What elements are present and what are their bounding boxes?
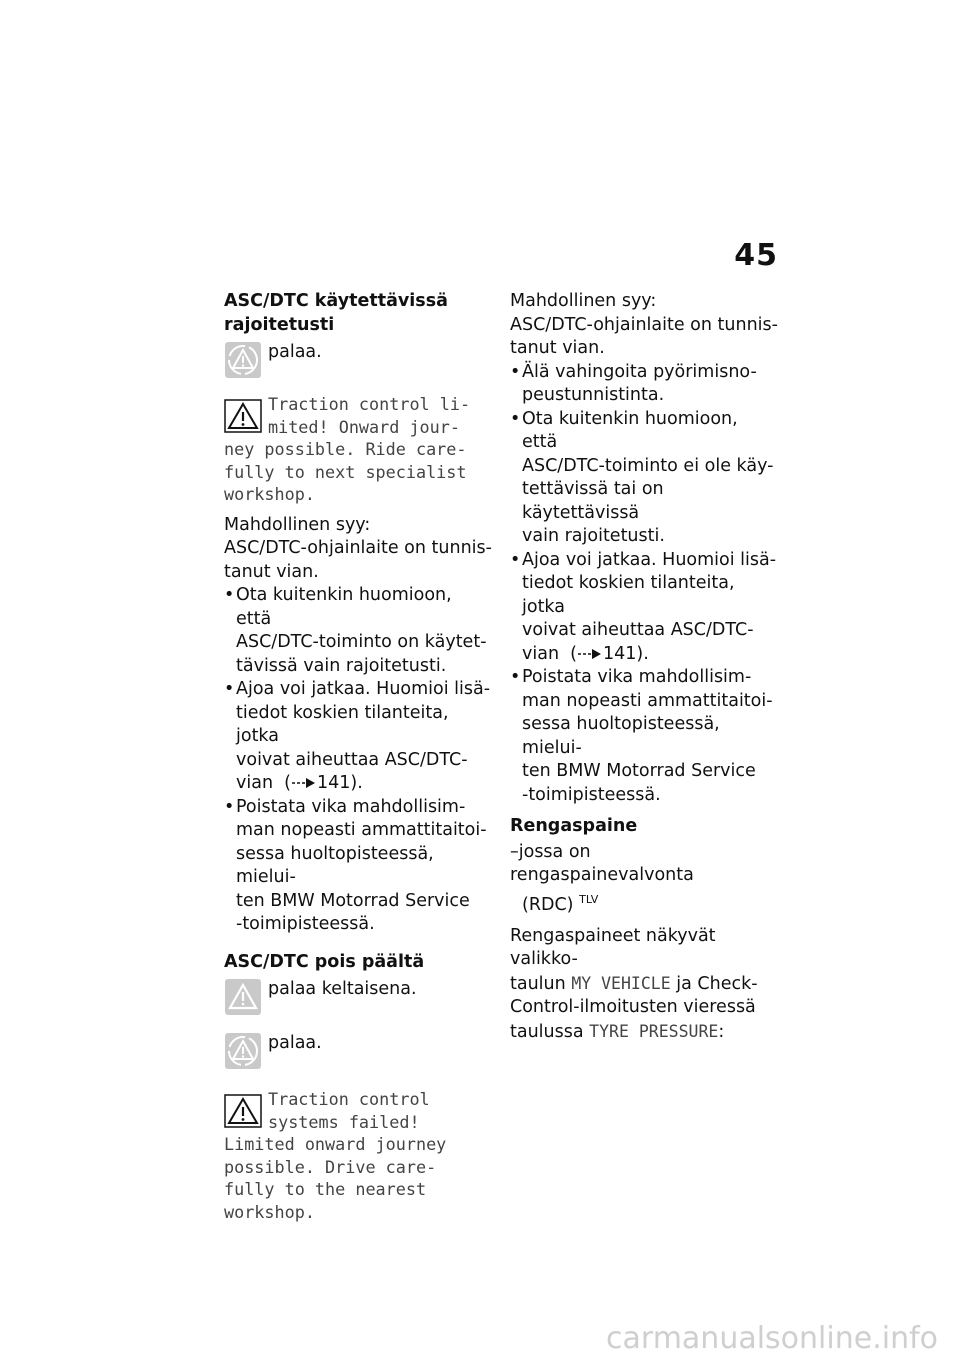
display-message: Traction control li- mited! Onward jour- ney possible. Ride care- fully to next specialist workshop.	[224, 394, 471, 504]
icon-description: palaa keltaisena.	[268, 979, 417, 999]
warning-triangle-icon	[224, 399, 262, 433]
section-heading-asc-off: ASC/DTC pois päältä	[224, 951, 425, 972]
page-reference-arrow-icon	[577, 648, 603, 660]
list-item: • Poistata vika mahdollisim- man nopeasti ammattitaitoi- sessa huoltopisteessä, mielui- ten BMW Motorrad Service -toimipisteessä.	[510, 666, 778, 807]
cause-text: Mahdollinen syy: ASC/DTC-ohjainlaite on tunnis- tanut vian.	[510, 291, 778, 358]
status-icon-row	[224, 1032, 492, 1082]
status-icon-row	[224, 341, 492, 387]
icon-description: palaa.	[268, 342, 322, 362]
section-heading-tyre-pressure: Rengaspaine	[510, 816, 638, 836]
watermark: carmanualsonline.info	[606, 1321, 938, 1356]
right-column	[510, 290, 778, 1044]
tyre-description: Rengaspaineet näkyvät valikko- taulun MY VEHICLE ja Check- Control-ilmoitusten vieressä taulussa TYRE PRESSURE:	[510, 925, 758, 1042]
list-item: • Ota kuitenkin huomioon, että ASC/DTC-toiminto on käytet- tävissä vain rajoitetusti.	[224, 584, 492, 678]
page-reference-arrow-icon	[291, 777, 317, 789]
list-item: • Ajoa voi jatkaa. Huomioi lisä- tiedot koskien tilanteita, jotka voivat aiheuttaa ASC/DTC- vian ( 141).	[224, 678, 492, 796]
list-item: • Poistata vika mahdollisim- man nopeasti ammattitaitoi- sessa huoltopisteessä, mielui- ten BMW Motorrad Service -toimipisteessä.	[224, 796, 492, 937]
status-icon-row	[224, 978, 492, 1028]
list-item: • Älä vahingoita pyörimisno- peustunnistinta.	[510, 361, 778, 408]
cause-text: Mahdollinen syy: ASC/DTC-ohjainlaite on tunnis- tanut vian.	[224, 514, 492, 582]
warning-yellow-icon	[224, 978, 262, 1016]
display-tyre-pressure: TYRE PRESSURE	[589, 1021, 719, 1041]
list-item: • Ota kuitenkin huomioon, että ASC/DTC-toiminto ei ole käy- tettävissä tai on käytettävissä vain rajoitetusti.	[510, 408, 778, 549]
asc-status-icon	[224, 1032, 262, 1070]
display-message: Traction control systems failed! Limited onward journey possible. Drive care- fully to the nearest workshop.	[224, 1089, 447, 1222]
warning-triangle-icon	[224, 1094, 262, 1128]
section-heading-asc-limited: ASC/DTC käytettävissä rajoitetusti	[224, 291, 448, 335]
tyre-condition: –jossa on rengaspainevalvonta (RDC) $^{TLV}$	[510, 841, 694, 915]
menu-name-my-vehicle: MY VEHICLE	[571, 973, 671, 993]
asc-status-icon	[224, 341, 262, 379]
page-reference[interactable]: 141).	[317, 773, 363, 793]
tlv-superscript: TLV	[579, 892, 599, 906]
list-item: • Ajoa voi jatkaa. Huomioi lisä- tiedot koskien tilanteita, jotka voivat aiheuttaa ASC/DTC- vian ( 141).	[510, 549, 778, 667]
page-reference[interactable]: 141).	[603, 643, 649, 664]
page-number: 45	[734, 238, 778, 273]
left-column	[224, 290, 492, 1223]
icon-description: palaa.	[268, 1033, 322, 1053]
